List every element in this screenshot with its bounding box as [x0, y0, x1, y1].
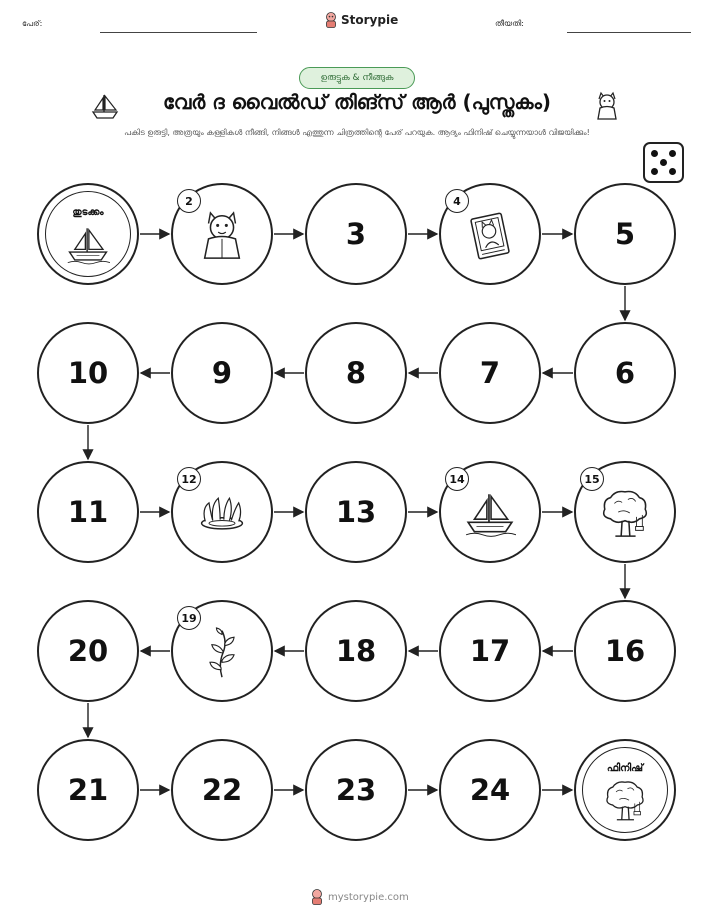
brand-name: Storypie — [341, 13, 399, 27]
board-cell-3 — [305, 183, 407, 285]
cell-number-badge: 12 — [177, 467, 201, 491]
tree-icon — [603, 779, 647, 823]
board-cell-20 — [37, 600, 139, 702]
cell-number: 8 — [345, 356, 367, 390]
board-cell-7 — [439, 322, 541, 424]
finish-label: ഫിനിഷ് — [606, 763, 644, 774]
cell-number: 20 — [67, 634, 109, 668]
start-cell — [37, 183, 139, 285]
board-cell-15 — [574, 461, 676, 563]
cell-number: 10 — [67, 356, 109, 390]
cell-number: 23 — [335, 773, 377, 807]
footer — [310, 889, 409, 905]
board-cell-16 — [574, 600, 676, 702]
cell-number-badge: 15 — [580, 467, 604, 491]
board-cell-10 — [37, 322, 139, 424]
instructions: പകിട ഉരുട്ടി, അത്രയും കള്ളികൾ നീങ്ങി, നിങ്ങൾ എത്തുന്ന ചിത്രത്തിന്റെ പേര് പറയുക. ആദ്യം ഫിനിഷ് ചെയ്യുന്നയാൾ വിജയിക്കും! — [124, 128, 590, 137]
board-cell-13 — [305, 461, 407, 563]
board-cell-12 — [171, 461, 273, 563]
cell-number: 18 — [335, 634, 377, 668]
board-cell-19 — [171, 600, 273, 702]
board-cell-21 — [37, 739, 139, 841]
cell-number-badge: 19 — [177, 606, 201, 630]
cell-number: 7 — [479, 356, 501, 390]
cell-number: 21 — [67, 773, 109, 807]
vine-icon — [196, 627, 248, 679]
board-cell-9 — [171, 322, 273, 424]
cell-number-badge: 4 — [445, 189, 469, 213]
board-cell-17 — [439, 600, 541, 702]
board-cell-11 — [37, 461, 139, 563]
board-cell-14 — [439, 461, 541, 563]
board-cell-4 — [439, 183, 541, 285]
cell-number: 17 — [469, 634, 511, 668]
storypie-mascot-icon — [310, 889, 324, 905]
board-cell-5 — [574, 183, 676, 285]
cell-number-badge: 2 — [177, 189, 201, 213]
cell-number: 16 — [604, 634, 646, 668]
book-icon — [464, 210, 516, 262]
footer-url[interactable]: mystorypie.com — [328, 891, 409, 903]
cell-number: 5 — [614, 217, 636, 251]
cell-number-badge: 14 — [445, 467, 469, 491]
cell-number: 22 — [201, 773, 243, 807]
tree-icon — [599, 488, 651, 540]
wild-thing-icon — [196, 210, 248, 262]
board-cell-24 — [439, 739, 541, 841]
cell-number: 9 — [211, 356, 233, 390]
finish-cell — [574, 739, 676, 841]
board-cell-22 — [171, 739, 273, 841]
board-cell-23 — [305, 739, 407, 841]
page-title: വേർ ദ വൈൽഡ് തിങ്സ് ആർ (പുസ്തകം) — [163, 90, 551, 114]
cell-number: 11 — [67, 495, 109, 529]
boat-icon — [464, 488, 516, 540]
date-label: തീയതി: — [495, 19, 524, 28]
board-cell-8 — [305, 322, 407, 424]
name-label: പേര്: — [22, 19, 43, 28]
board-cell-6 — [574, 322, 676, 424]
activity-badge: ഉരുട്ടുക & നീങ്ങുക — [299, 67, 415, 89]
cell-number: 13 — [335, 495, 377, 529]
board-cell-2 — [171, 183, 273, 285]
cell-number: 6 — [614, 356, 636, 390]
crown-icon — [196, 488, 248, 540]
cell-number: 3 — [345, 217, 367, 251]
board-cell-18 — [305, 600, 407, 702]
cell-number: 24 — [469, 773, 511, 807]
start-label: തുടക്കം — [72, 207, 104, 218]
boat-icon — [66, 223, 110, 267]
